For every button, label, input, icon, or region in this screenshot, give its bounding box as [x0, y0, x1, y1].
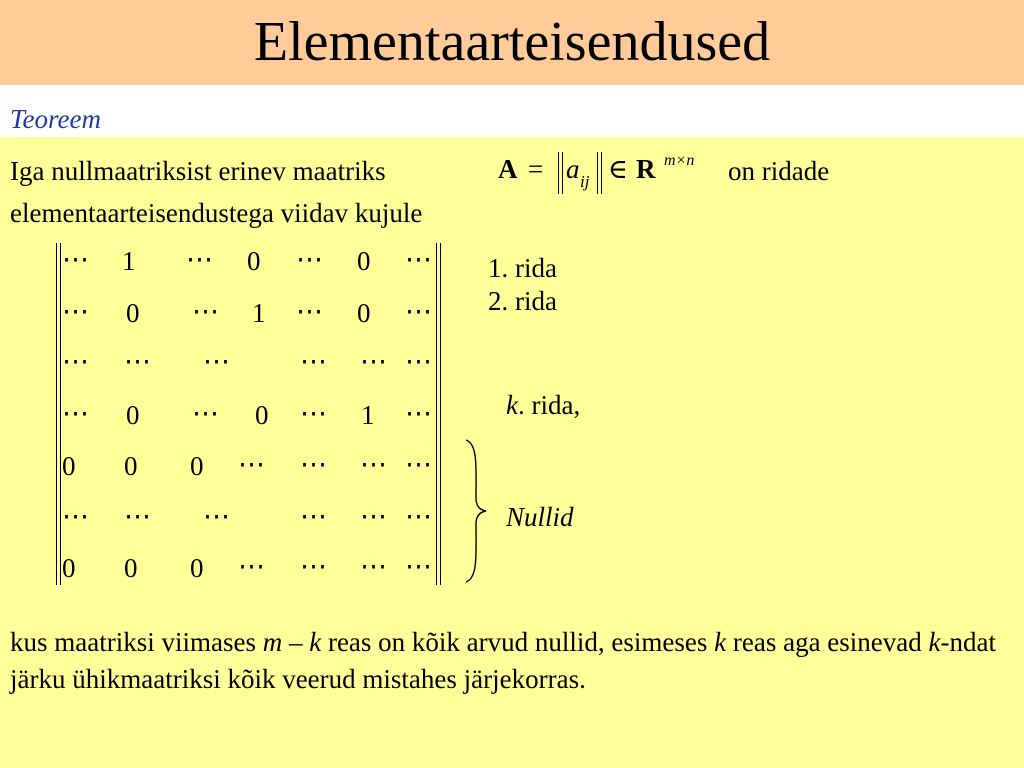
matrix-cell: ⋯ — [405, 398, 432, 428]
matrix-bar-left-2 — [60, 243, 61, 585]
rowk-variable: k — [506, 390, 518, 420]
matrix-cell: 0 — [357, 246, 371, 276]
conclusion-k3: k — [928, 627, 941, 657]
matrix-cell: ⋯ — [296, 244, 323, 274]
matrix-cell: ⋯ — [300, 501, 327, 531]
matrix-cell: ⋯ — [203, 346, 230, 376]
matrix-cell: ⋯ — [405, 346, 432, 376]
matrix-cell: ⋯ — [360, 551, 387, 581]
matrix-cell: 0 — [126, 298, 140, 328]
formula-space-superscript: m×n — [664, 152, 695, 169]
matrix-cell: ⋯ — [186, 244, 213, 274]
formula-element-subscript: ij — [580, 172, 590, 191]
matrix-cell: 0 — [124, 451, 138, 481]
matrix-cell: ⋯ — [62, 296, 89, 326]
formula-equals: = — [528, 154, 544, 184]
norm-bar-right-1 — [597, 152, 598, 194]
matrix-cell: ⋯ — [300, 346, 327, 376]
matrix-cell: ⋯ — [405, 449, 432, 479]
matrix-bar-left-1 — [56, 243, 57, 585]
theorem-label: Teoreem — [10, 104, 101, 134]
matrix-cell: ⋯ — [360, 501, 387, 531]
matrix-cell: ⋯ — [300, 398, 327, 428]
matrix-formula — [498, 148, 708, 198]
conclusion-dash: – — [282, 627, 310, 657]
matrix-cell: ⋯ — [296, 296, 323, 326]
intro-text-line2: elementaarteisendustega viidav kujule — [10, 198, 423, 228]
matrix-bar-right-1 — [436, 243, 437, 585]
intro-text-part2: on ridade — [728, 156, 830, 186]
matrix-cell: 0 — [255, 400, 269, 430]
conclusion-m: m — [262, 627, 283, 657]
matrix-cell: ⋯ — [238, 449, 265, 479]
matrix-cell: ⋯ — [62, 501, 89, 531]
conclusion-k1: k — [309, 627, 322, 657]
matrix-cell: ⋯ — [405, 501, 432, 531]
matrix-cell: ⋯ — [192, 398, 219, 428]
matrix-cell: 0 — [190, 553, 204, 583]
norm-bar-left-2 — [562, 152, 563, 194]
matrix-cell: ⋯ — [62, 398, 89, 428]
matrix-cell: 0 — [62, 451, 76, 481]
norm-bar-left-1 — [558, 152, 559, 194]
matrix-cell: ⋯ — [62, 346, 89, 376]
conclusion-part2: reas on kõik arvud nullid, esimeses — [321, 627, 715, 657]
zeros-brace — [462, 438, 492, 584]
formula-element: a — [566, 154, 580, 184]
matrix-cell: ⋯ — [300, 449, 327, 479]
formula-space: R — [636, 154, 656, 184]
norm-bar-right-2 — [601, 152, 602, 194]
formula-member: ∈ — [608, 154, 628, 184]
matrix-cell: 0 — [124, 553, 138, 583]
matrix-cell: 0 — [62, 553, 76, 583]
matrix-bar-right-2 — [440, 243, 441, 585]
matrix-cell: 0 — [190, 451, 204, 481]
conclusion-part4: -ndat järku ühikmaatriksi kõik veerud mistahes järjekorras. — [10, 627, 996, 694]
matrix-cell: ⋯ — [124, 346, 151, 376]
matrix-cell: ⋯ — [405, 551, 432, 581]
title-bar — [0, 0, 1024, 85]
matrix-cell: ⋯ — [192, 296, 219, 326]
matrix-cell: 1 — [122, 246, 136, 276]
theorem-band — [0, 85, 1024, 137]
slide-title: Elementaarteisendused — [253, 11, 771, 73]
matrix-cell: ⋯ — [405, 296, 432, 326]
conclusion-part1: kus maatriksi viimases — [10, 627, 263, 657]
matrix-cell: 1 — [361, 400, 375, 430]
intro-text-part1: Iga nullmaatriksist erinev maatriks — [10, 156, 386, 186]
matrix-cell: ⋯ — [300, 551, 327, 581]
conclusion-part3: reas aga esinevad — [726, 627, 929, 657]
conclusion-k2: k — [714, 627, 727, 657]
matrix-cell: 0 — [247, 246, 261, 276]
row1-label: 1. rida — [488, 253, 557, 283]
matrix-cell: 1 — [252, 298, 266, 328]
matrix-cell: ⋯ — [360, 449, 387, 479]
formula-matrix-symbol: A — [498, 154, 518, 184]
matrix-cell: 0 — [357, 298, 371, 328]
matrix-cell: ⋯ — [405, 244, 432, 274]
conclusion-text — [10, 624, 1010, 698]
matrix-cell: 0 — [126, 400, 140, 430]
matrix-cell: ⋯ — [124, 501, 151, 531]
rowk-text: . rida, — [517, 390, 581, 420]
matrix-cell: ⋯ — [238, 551, 265, 581]
matrix-cell: ⋯ — [62, 244, 89, 274]
matrix-cell: ⋯ — [203, 501, 230, 531]
row2-label: 2. rida — [488, 286, 557, 316]
rowk-label — [506, 390, 580, 421]
matrix-cell: ⋯ — [360, 346, 387, 376]
zeros-label: Nullid — [506, 502, 574, 532]
